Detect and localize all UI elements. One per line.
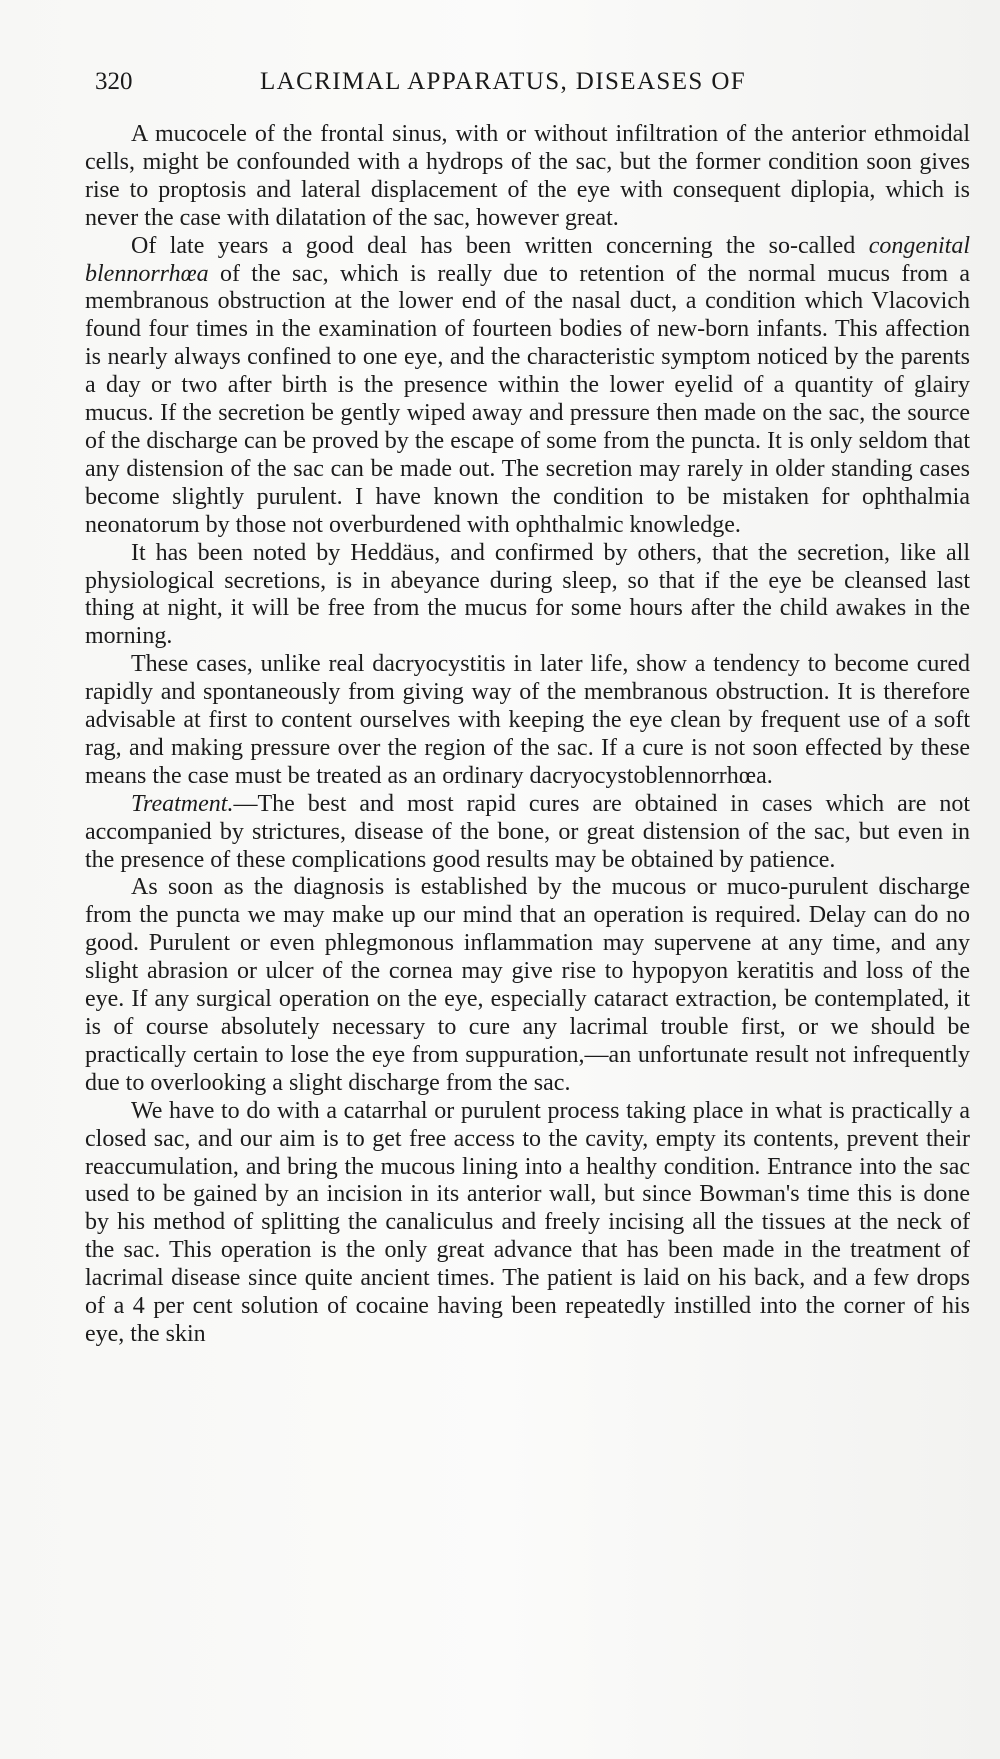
paragraph-operation (85, 1098, 970, 1349)
paragraph-text: These cases, unlike real dacryocystitis in later life, show a tendency to become cured rapidly and spontaneously from giving way of the membranous obstruction. It is therefore advisable at first to content ourselves with keeping the eye clean by frequent use of a soft rag, and making pressure over the region of the sac. If a cure is not soon effected by these means the case must be treated as an ordinary dacryocystoblennorrhœa. (85, 651, 970, 789)
paragraph-heddaus (85, 540, 970, 652)
paragraph-text: —The best and most rapid cures are obtained in cases which are not accompanied by strictures, disease of the bone, or great distension of the sac, but even in the presence of these complications good results may be obtained by patience. (85, 790, 970, 873)
body-text (85, 121, 970, 1349)
italic-term: congenital blennorrhœa (85, 232, 970, 287)
paragraph-text: It has been noted by Heddäus, and confirmed by others, that the secretion, like all physiological secretions, is in abeyance during sleep, so that if the eye be cleansed last thing at night, it will be free from the mucus for some hours after the child awakes in the morning. (85, 539, 970, 650)
paragraph-text: of the sac, which is really due to retention of the normal mucus from a membranous obstruction at the lower end of the nasal duct, a condition which Vlacovich found four times in the examination of fourteen bodies of new-born infants. This affection is nearly always confined to one eye, and the characteristic symptom noticed by the parents a day or two after birth is the presence within the lower eyelid of a quantity of glairy mucus. If the secretion be gently wiped away and pressure then made on the sac, the source of the discharge can be proved by the escape of some from the puncta. It is only seldom that any distension of the sac can be made out. The secretion may rarely in older standing cases become slightly purulent. I have known the condition to be mistaken for ophthalmia neonatorum by those not overburdened with ophthalmic knowledge. (85, 260, 970, 538)
paragraph-treatment (85, 791, 970, 875)
running-title: LACRIMAL APPARATUS, DISEASES OF (260, 68, 747, 95)
paragraph-mucocele (85, 121, 970, 233)
page-header (95, 62, 815, 102)
paragraph-text: We have to do with a catarrhal or purulent process taking place in what is practically a closed sac, and our aim is to get free access to the cavity, empty its contents, prevent their reaccumulation, and bring the mucous lining into a healthy condition. Entrance into the sac used to be gained by an incision in its anterior wall, but since Bowman's time this is done by his method of splitting the canaliculus and freely incising all the tissues at the neck of the sac. This operation is the only great advance that has been made in the treatment of lacrimal disease since quite ancient times. The patient is laid on his back, and a few drops of a 4 per cent solution of cocaine having been repeatedly instilled into the corner of his eye, the skin (85, 1097, 970, 1347)
page-number: 320 (95, 68, 133, 95)
paragraph-congenital-blennorrhoea (85, 233, 970, 540)
paragraph-lead: Of late years a good deal has been written concerning the so-called (131, 232, 856, 259)
paragraph-text: A mucocele of the frontal sinus, with or without infiltration of the anterior ethmoidal cells, might be confounded with a hydrops of the sac, but the former condition soon gives rise to proptosis and lateral displacement of the eye with consequent diplopia, which is never the case with dilatation of the sac, however great. (85, 121, 970, 231)
paragraph-diagnosis (85, 874, 970, 1097)
paragraph-spontaneous-cure (85, 651, 970, 791)
paragraph-text: As soon as the diagnosis is established by the mucous or muco-purulent discharge from the puncta we may make up our mind that an operation is required. Delay can do no good. Purulent or even phlegmonous inflammation may supervene at any time, and any slight abrasion or ulcer of the cornea may give rise to hypopyon keratitis and loss of the eye. If any surgical operation on the eye, especially cataract extraction, be contemplated, it is of course absolutely necessary to cure any lacrimal trouble first, or we should be practically certain to lose the eye from suppuration,—an unfortunate result not infrequently due to overlooking a slight discharge from the sac. (85, 874, 970, 1096)
section-heading-treatment: Treatment. (131, 790, 234, 817)
